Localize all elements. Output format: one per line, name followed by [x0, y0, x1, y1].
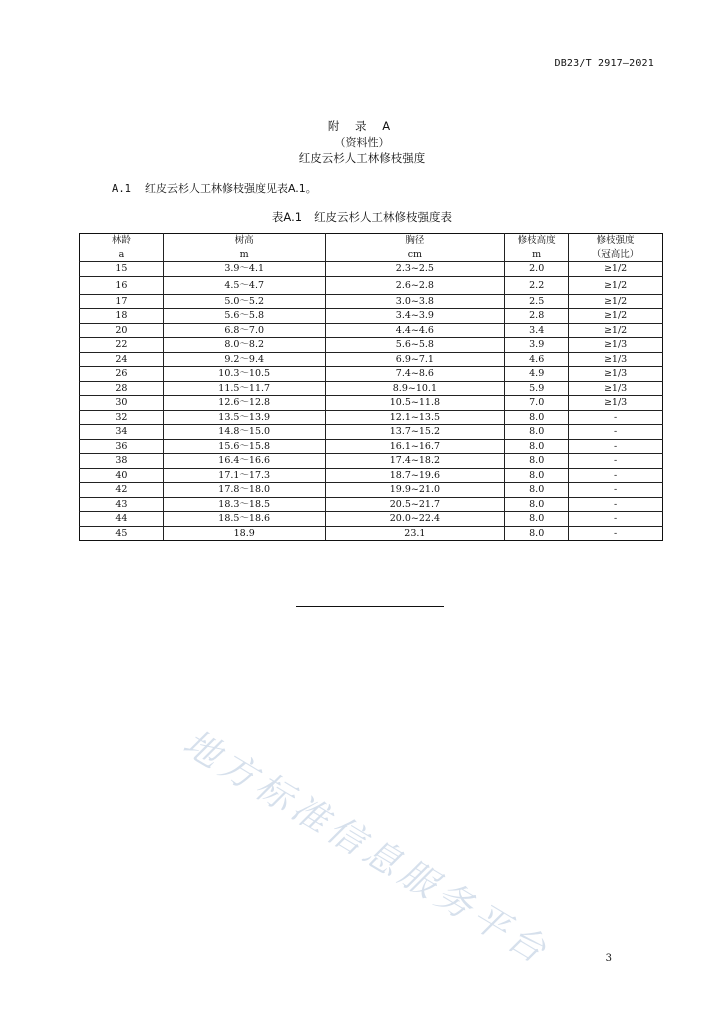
cell-age: 43: [80, 497, 164, 512]
cell-pruning-height: 4.6: [505, 352, 569, 367]
header-pruning-strength: [569, 234, 663, 262]
cell-height: 18.9: [163, 526, 325, 541]
pruning-strength-table: [79, 233, 663, 541]
cell-height: 16.4～16.6: [163, 454, 325, 469]
cell-age: 20: [80, 323, 164, 338]
cell-age: 24: [80, 352, 164, 367]
cell-height: 3.9～4.1: [163, 262, 325, 277]
cell-dbh: 4.4~4.6: [325, 323, 505, 338]
cell-pruning-strength: -: [569, 526, 663, 541]
cell-age: 32: [80, 410, 164, 425]
header-dbh: [325, 234, 505, 262]
cell-height: 12.6～12.8: [163, 396, 325, 411]
cell-height: 13.5～13.9: [163, 410, 325, 425]
cell-age: 44: [80, 512, 164, 527]
cell-pruning-height: 2.0: [505, 262, 569, 277]
cell-dbh: 10.5~11.8: [325, 396, 505, 411]
table-row: [80, 468, 663, 483]
cell-height: 6.8～7.0: [163, 323, 325, 338]
cell-pruning-strength: ≥1/2: [569, 309, 663, 324]
cell-dbh: 12.1~13.5: [325, 410, 505, 425]
cell-dbh: 6.9~7.1: [325, 352, 505, 367]
cell-pruning-height: 3.4: [505, 323, 569, 338]
cell-height: 15.6～15.8: [163, 439, 325, 454]
cell-height: 17.1～17.3: [163, 468, 325, 483]
table-row: [80, 276, 663, 294]
cell-pruning-strength: ≥1/3: [569, 352, 663, 367]
cell-pruning-strength: -: [569, 497, 663, 512]
cell-pruning-height: 5.9: [505, 381, 569, 396]
cell-height: 10.3～10.5: [163, 367, 325, 382]
cell-pruning-height: 8.0: [505, 526, 569, 541]
header-unit: m: [532, 248, 542, 260]
cell-pruning-height: 3.9: [505, 338, 569, 353]
cell-pruning-strength: -: [569, 483, 663, 498]
cell-pruning-height: 8.0: [505, 512, 569, 527]
cell-dbh: 3.4~3.9: [325, 309, 505, 324]
cell-pruning-strength: ≥1/3: [569, 367, 663, 382]
cell-dbh: 18.7~19.6: [325, 468, 505, 483]
table-number: 表A.1: [271, 210, 303, 224]
clause-text: 红皮云杉人工林修枝强度见表A.1。: [144, 182, 317, 195]
cell-pruning-height: 8.0: [505, 410, 569, 425]
header-label: 林龄: [111, 235, 131, 246]
cell-pruning-strength: -: [569, 468, 663, 483]
header-label: 修枝高度: [517, 235, 556, 246]
watermark-text: 地方标准信息服务平台: [175, 722, 558, 974]
clause-a1: [112, 180, 317, 196]
table-row: [80, 526, 663, 541]
cell-height: 9.2～9.4: [163, 352, 325, 367]
table-row: [80, 338, 663, 353]
header-label: 树高: [234, 235, 254, 246]
cell-height: 8.0～8.2: [163, 338, 325, 353]
standard-code: DB23/T 2917—2021: [554, 58, 654, 69]
cell-dbh: 20.5~21.7: [325, 497, 505, 512]
table-header-row: [80, 234, 663, 262]
cell-age: 28: [80, 381, 164, 396]
header-label: 胸径: [405, 235, 425, 246]
table-row: [80, 410, 663, 425]
cell-pruning-height: 4.9: [505, 367, 569, 382]
cell-pruning-height: 2.5: [505, 294, 569, 309]
cell-pruning-height: 8.0: [505, 454, 569, 469]
cell-height: 4.5～4.7: [163, 276, 325, 294]
cell-height: 17.8～18.0: [163, 483, 325, 498]
table-row: [80, 323, 663, 338]
cell-age: 36: [80, 439, 164, 454]
table-row: [80, 483, 663, 498]
table-row: [80, 396, 663, 411]
cell-pruning-strength: -: [569, 410, 663, 425]
header-unit: a: [118, 248, 125, 260]
cell-pruning-strength: ≥1/3: [569, 381, 663, 396]
header-label: 修枝强度: [596, 235, 635, 246]
table-row: [80, 439, 663, 454]
cell-height: 11.5～11.7: [163, 381, 325, 396]
table-row: [80, 294, 663, 309]
cell-dbh: 13.7~15.2: [325, 425, 505, 440]
end-rule: [296, 606, 444, 607]
table-row: [80, 352, 663, 367]
cell-age: 40: [80, 468, 164, 483]
cell-age: 26: [80, 367, 164, 382]
table-row: [80, 262, 663, 277]
cell-dbh: 3.0~3.8: [325, 294, 505, 309]
table-row: [80, 381, 663, 396]
cell-pruning-height: 8.0: [505, 483, 569, 498]
cell-age: 38: [80, 454, 164, 469]
table-row: [80, 497, 663, 512]
cell-age: 15: [80, 262, 164, 277]
table-row: [80, 309, 663, 324]
table-row: [80, 425, 663, 440]
cell-pruning-strength: ≥1/2: [569, 276, 663, 294]
cell-pruning-strength: ≥1/2: [569, 262, 663, 277]
cell-dbh: 2.6~2.8: [325, 276, 505, 294]
cell-age: 42: [80, 483, 164, 498]
header-unit: m: [239, 248, 249, 260]
cell-age: 34: [80, 425, 164, 440]
cell-pruning-strength: -: [569, 425, 663, 440]
header-pruning-height: [505, 234, 569, 262]
cell-pruning-height: 8.0: [505, 439, 569, 454]
table-row: [80, 454, 663, 469]
cell-dbh: 17.4~18.2: [325, 454, 505, 469]
cell-dbh: 19.9~21.0: [325, 483, 505, 498]
header-unit: cm: [407, 248, 423, 260]
cell-height: 18.3～18.5: [163, 497, 325, 512]
page-number: 3: [605, 953, 612, 964]
cell-pruning-height: 7.0: [505, 396, 569, 411]
cell-height: 5.0～5.2: [163, 294, 325, 309]
header-tree-height: [163, 234, 325, 262]
cell-dbh: 8.9~10.1: [325, 381, 505, 396]
cell-pruning-height: 8.0: [505, 468, 569, 483]
appendix-type: （资料性）: [334, 136, 390, 149]
cell-pruning-height: 8.0: [505, 425, 569, 440]
cell-pruning-strength: ≥1/3: [569, 338, 663, 353]
table-caption: [0, 209, 724, 225]
table-row: [80, 512, 663, 527]
cell-age: 17: [80, 294, 164, 309]
cell-pruning-strength: -: [569, 512, 663, 527]
cell-pruning-height: 2.2: [505, 276, 569, 294]
cell-age: 18: [80, 309, 164, 324]
cell-pruning-strength: -: [569, 439, 663, 454]
cell-age: 16: [80, 276, 164, 294]
cell-height: 14.8～15.0: [163, 425, 325, 440]
cell-dbh: 2.3~2.5: [325, 262, 505, 277]
clause-number: A.1: [112, 183, 131, 195]
cell-pruning-strength: ≥1/2: [569, 323, 663, 338]
cell-age: 30: [80, 396, 164, 411]
cell-dbh: 16.1~16.7: [325, 439, 505, 454]
cell-age: 22: [80, 338, 164, 353]
cell-pruning-height: 8.0: [505, 497, 569, 512]
cell-dbh: 20.0~22.4: [325, 512, 505, 527]
cell-pruning-strength: ≥1/3: [569, 396, 663, 411]
cell-age: 45: [80, 526, 164, 541]
cell-pruning-strength: -: [569, 454, 663, 469]
appendix-title: 附 录 A: [327, 119, 397, 133]
cell-dbh: 5.6~5.8: [325, 338, 505, 353]
appendix-name: 红皮云杉人工林修枝强度: [298, 151, 426, 165]
header-stand-age: [80, 234, 164, 262]
cell-dbh: 7.4~8.6: [325, 367, 505, 382]
cell-pruning-height: 2.8: [505, 309, 569, 324]
cell-height: 5.6～5.8: [163, 309, 325, 324]
cell-pruning-strength: ≥1/2: [569, 294, 663, 309]
table-title: 红皮云杉人工林修枝强度表: [314, 210, 453, 224]
table-row: [80, 367, 663, 382]
header-unit: （冠高比）: [591, 248, 640, 260]
cell-dbh: 23.1: [325, 526, 505, 541]
cell-height: 18.5～18.6: [163, 512, 325, 527]
